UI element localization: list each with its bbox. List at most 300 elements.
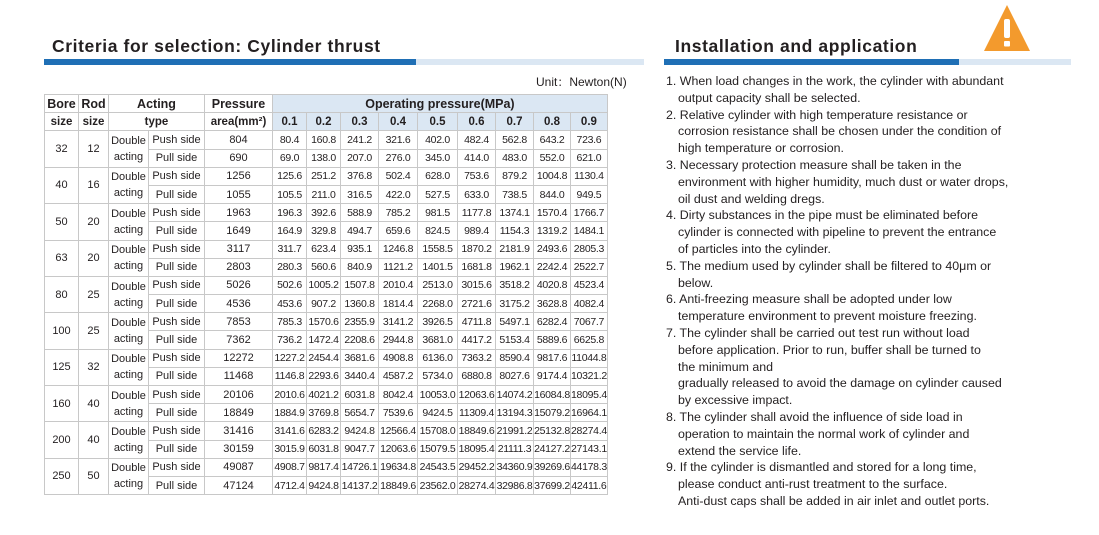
pressure-area-cell: 7853 bbox=[205, 313, 273, 331]
instruction-item bbox=[666, 459, 1091, 509]
thrust-value-cell: 15079.2 bbox=[534, 404, 571, 422]
thrust-value-cell: 879.2 bbox=[496, 167, 534, 185]
thrust-value-cell: 1884.9 bbox=[273, 404, 307, 422]
side-cell: Push side bbox=[149, 386, 205, 404]
thrust-value-cell: 18849.6 bbox=[379, 476, 418, 494]
header-bore-size: size bbox=[45, 113, 79, 131]
thrust-value-cell: 1766.7 bbox=[571, 204, 608, 222]
thrust-value-cell: 18095.4 bbox=[571, 386, 608, 404]
thrust-value-cell: 3175.2 bbox=[496, 295, 534, 313]
thrust-value-cell: 6283.2 bbox=[307, 422, 341, 440]
thrust-value-cell: 11044.8 bbox=[571, 349, 608, 367]
thrust-value-cell: 28274.4 bbox=[571, 422, 608, 440]
thrust-value-cell: 9047.7 bbox=[341, 440, 379, 458]
thrust-value-cell: 4908.7 bbox=[273, 458, 307, 476]
thrust-value-cell: 8590.4 bbox=[496, 349, 534, 367]
thrust-value-cell: 321.6 bbox=[379, 131, 418, 149]
side-cell: Pull side bbox=[149, 404, 205, 422]
thrust-value-cell: 2293.6 bbox=[307, 367, 341, 385]
thrust-value-cell: 2355.9 bbox=[341, 313, 379, 331]
thrust-value-cell: 2522.7 bbox=[571, 258, 608, 276]
thrust-value-cell: 785.3 bbox=[273, 313, 307, 331]
rod-size-cell: 16 bbox=[79, 167, 109, 203]
pressure-area-cell: 5026 bbox=[205, 276, 273, 294]
side-cell: Pull side bbox=[149, 149, 205, 167]
thrust-value-cell: 3926.5 bbox=[418, 313, 458, 331]
instruction-line: of particles into the cylinder. bbox=[678, 241, 831, 256]
pressure-area-cell: 7362 bbox=[205, 331, 273, 349]
pressure-area-cell: 31416 bbox=[205, 422, 273, 440]
unit-label: Unit：Newton(N) bbox=[536, 75, 627, 89]
instruction-line-numbered: 3. Necessary protection measure shall be taken in the bbox=[666, 157, 962, 172]
thrust-value-cell: 12566.4 bbox=[379, 422, 418, 440]
thrust-value-cell: 80.4 bbox=[273, 131, 307, 149]
thrust-value-cell: 402.0 bbox=[418, 131, 458, 149]
rod-size-cell: 40 bbox=[79, 386, 109, 422]
pressure-area-cell: 1256 bbox=[205, 167, 273, 185]
table-row bbox=[45, 167, 608, 185]
instruction-line-numbered: 1. When load changes in the work, the cylinder with abundant bbox=[666, 74, 1004, 88]
thrust-value-cell: 2493.6 bbox=[534, 240, 571, 258]
thrust-value-cell: 2805.3 bbox=[571, 240, 608, 258]
thrust-value-cell: 2010.4 bbox=[379, 276, 418, 294]
pressure-col-header: 0.5 bbox=[418, 113, 458, 131]
acting-type-cell: Double acting bbox=[109, 422, 149, 458]
thrust-value-cell: 1360.8 bbox=[341, 295, 379, 313]
thrust-value-cell: 6136.0 bbox=[418, 349, 458, 367]
thrust-value-cell: 241.2 bbox=[341, 131, 379, 149]
thrust-value-cell: 164.9 bbox=[273, 222, 307, 240]
pressure-area-cell: 1963 bbox=[205, 204, 273, 222]
thrust-value-cell: 138.0 bbox=[307, 149, 341, 167]
thrust-value-cell: 1472.4 bbox=[307, 331, 341, 349]
thrust-value-cell: 5889.6 bbox=[534, 331, 571, 349]
side-cell: Push side bbox=[149, 131, 205, 149]
thrust-value-cell: 1484.1 bbox=[571, 222, 608, 240]
thrust-value-cell: 560.6 bbox=[307, 258, 341, 276]
thrust-value-cell: 4021.2 bbox=[307, 386, 341, 404]
bore-size-cell: 80 bbox=[45, 276, 79, 312]
header-acting: Acting bbox=[109, 95, 205, 113]
instruction-line-numbered: 4. Dirty substances in the pipe must be eliminated before bbox=[666, 208, 978, 223]
thrust-value-cell: 785.2 bbox=[379, 204, 418, 222]
thrust-value-cell: 643.2 bbox=[534, 131, 571, 149]
thrust-value-cell: 1177.8 bbox=[458, 204, 496, 222]
thrust-value-cell: 621.0 bbox=[571, 149, 608, 167]
thrust-value-cell: 14137.2 bbox=[341, 476, 379, 494]
thrust-value-cell: 13194.3 bbox=[496, 404, 534, 422]
bore-size-cell: 100 bbox=[45, 313, 79, 349]
thrust-value-cell: 4417.2 bbox=[458, 331, 496, 349]
thrust-value-cell: 3015.9 bbox=[273, 440, 307, 458]
table-row bbox=[45, 458, 608, 476]
thrust-value-cell: 376.8 bbox=[341, 167, 379, 185]
thrust-value-cell: 562.8 bbox=[496, 131, 534, 149]
thrust-value-cell: 19634.8 bbox=[379, 458, 418, 476]
thrust-value-cell: 1507.8 bbox=[341, 276, 379, 294]
thrust-value-cell: 1246.8 bbox=[379, 240, 418, 258]
thrust-value-cell: 207.0 bbox=[341, 149, 379, 167]
thrust-value-cell: 1558.5 bbox=[418, 240, 458, 258]
pressure-col-header: 0.2 bbox=[307, 113, 341, 131]
instruction-line: below. bbox=[678, 275, 714, 290]
bore-size-cell: 250 bbox=[45, 458, 79, 494]
thrust-value-cell: 16964.1 bbox=[571, 404, 608, 422]
table-body bbox=[45, 131, 608, 495]
table-row bbox=[45, 131, 608, 149]
thrust-value-cell: 1154.3 bbox=[496, 222, 534, 240]
thrust-value-cell: 738.5 bbox=[496, 185, 534, 203]
pressure-area-cell: 12272 bbox=[205, 349, 273, 367]
thrust-value-cell: 12063.6 bbox=[458, 386, 496, 404]
thrust-value-cell: 552.0 bbox=[534, 149, 571, 167]
thrust-value-cell: 3015.6 bbox=[458, 276, 496, 294]
thrust-value-cell: 3141.2 bbox=[379, 313, 418, 331]
bore-size-cell: 63 bbox=[45, 240, 79, 276]
pressure-area-cell: 1055 bbox=[205, 185, 273, 203]
thrust-value-cell: 24127.2 bbox=[534, 440, 571, 458]
thrust-value-cell: 2208.6 bbox=[341, 331, 379, 349]
thrust-value-cell: 15708.0 bbox=[418, 422, 458, 440]
thrust-value-cell: 1962.1 bbox=[496, 258, 534, 276]
thrust-value-cell: 2944.8 bbox=[379, 331, 418, 349]
side-cell: Push side bbox=[149, 422, 205, 440]
installation-section-title: Installation and application bbox=[675, 36, 918, 56]
thrust-value-cell: 453.6 bbox=[273, 295, 307, 313]
thrust-value-cell: 1570.6 bbox=[307, 313, 341, 331]
instruction-line: extend the service life. bbox=[678, 443, 802, 458]
thrust-value-cell: 125.6 bbox=[273, 167, 307, 185]
table-row bbox=[45, 313, 608, 331]
thrust-value-cell: 9424.8 bbox=[307, 476, 341, 494]
thrust-value-cell: 483.0 bbox=[496, 149, 534, 167]
thrust-value-cell: 623.4 bbox=[307, 240, 341, 258]
pressure-area-cell: 49087 bbox=[205, 458, 273, 476]
rod-size-cell: 12 bbox=[79, 131, 109, 167]
side-cell: Pull side bbox=[149, 440, 205, 458]
rod-size-cell: 32 bbox=[79, 349, 109, 385]
thrust-value-cell: 10053.0 bbox=[418, 386, 458, 404]
side-cell: Pull side bbox=[149, 258, 205, 276]
pressure-col-header: 0.4 bbox=[379, 113, 418, 131]
acting-type-cell: Double acting bbox=[109, 276, 149, 312]
instruction-line: before application. Prior to run, buffer shall be turned to bbox=[678, 342, 981, 357]
instruction-item bbox=[666, 291, 1091, 325]
thrust-value-cell: 1570.4 bbox=[534, 204, 571, 222]
pressure-area-cell: 30159 bbox=[205, 440, 273, 458]
instruction-line: Anti-dust caps shall be added in air inlet and outlet ports. bbox=[678, 493, 990, 508]
pressure-area-cell: 690 bbox=[205, 149, 273, 167]
instruction-item bbox=[666, 73, 1091, 107]
instruction-line: by excessive impact. bbox=[678, 393, 793, 408]
pressure-area-cell: 1649 bbox=[205, 222, 273, 240]
thrust-value-cell: 2513.0 bbox=[418, 276, 458, 294]
table-row bbox=[45, 240, 608, 258]
pressure-col-header: 0.6 bbox=[458, 113, 496, 131]
thrust-value-cell: 9817.6 bbox=[534, 349, 571, 367]
side-cell: Pull side bbox=[149, 367, 205, 385]
thrust-value-cell: 628.0 bbox=[418, 167, 458, 185]
thrust-value-cell: 4712.4 bbox=[273, 476, 307, 494]
thrust-value-cell: 527.5 bbox=[418, 185, 458, 203]
thrust-value-cell: 3681.6 bbox=[341, 349, 379, 367]
thrust-value-cell: 7539.6 bbox=[379, 404, 418, 422]
side-cell: Pull side bbox=[149, 295, 205, 313]
thrust-value-cell: 21991.2 bbox=[496, 422, 534, 440]
thrust-value-cell: 5153.4 bbox=[496, 331, 534, 349]
thrust-value-cell: 37699.2 bbox=[534, 476, 571, 494]
header-operating-pressure: Operating pressure(MPa) bbox=[273, 95, 608, 113]
thrust-value-cell: 3440.4 bbox=[341, 367, 379, 385]
pressure-col-header: 0.1 bbox=[273, 113, 307, 131]
side-cell: Pull side bbox=[149, 331, 205, 349]
acting-type-cell: Double acting bbox=[109, 240, 149, 276]
thrust-value-cell: 6282.4 bbox=[534, 313, 571, 331]
side-cell: Push side bbox=[149, 240, 205, 258]
thrust-value-cell: 723.6 bbox=[571, 131, 608, 149]
acting-type-cell: Double acting bbox=[109, 313, 149, 349]
side-cell: Pull side bbox=[149, 476, 205, 494]
thrust-title-underline-accent bbox=[44, 59, 416, 65]
table-row bbox=[45, 276, 608, 294]
pressure-area-cell: 11468 bbox=[205, 367, 273, 385]
pressure-area-cell: 4536 bbox=[205, 295, 273, 313]
pressure-area-cell: 18849 bbox=[205, 404, 273, 422]
thrust-value-cell: 2010.6 bbox=[273, 386, 307, 404]
thrust-value-cell: 316.5 bbox=[341, 185, 379, 203]
thrust-value-cell: 1130.4 bbox=[571, 167, 608, 185]
thrust-value-cell: 18849.6 bbox=[458, 422, 496, 440]
thrust-value-cell: 588.9 bbox=[341, 204, 379, 222]
thrust-value-cell: 329.8 bbox=[307, 222, 341, 240]
instruction-line: output capacity shall be selected. bbox=[678, 90, 861, 105]
thrust-value-cell: 502.6 bbox=[273, 276, 307, 294]
side-cell: Push side bbox=[149, 458, 205, 476]
thrust-value-cell: 4587.2 bbox=[379, 367, 418, 385]
thrust-value-cell: 6031.8 bbox=[341, 386, 379, 404]
bore-size-cell: 125 bbox=[45, 349, 79, 385]
thrust-section-title: Criteria for selection: Cylinder thrust bbox=[52, 36, 381, 56]
instruction-line-numbered: 9. If the cylinder is dismantled and stored for a long time, bbox=[666, 460, 977, 475]
thrust-value-cell: 1374.1 bbox=[496, 204, 534, 222]
thrust-value-cell: 10321.2 bbox=[571, 367, 608, 385]
thrust-value-cell: 949.5 bbox=[571, 185, 608, 203]
bore-size-cell: 40 bbox=[45, 167, 79, 203]
header-pressure-area: area(mm²) bbox=[205, 113, 273, 131]
thrust-value-cell: 42411.6 bbox=[571, 476, 608, 494]
side-cell: Pull side bbox=[149, 185, 205, 203]
acting-type-cell: Double acting bbox=[109, 167, 149, 203]
thrust-value-cell: 3628.8 bbox=[534, 295, 571, 313]
thrust-value-cell: 8042.4 bbox=[379, 386, 418, 404]
instruction-line: environment with higher humidity, much dust or water drops, bbox=[678, 174, 1009, 189]
cylinder-thrust-table bbox=[44, 94, 608, 495]
thrust-value-cell: 7363.2 bbox=[458, 349, 496, 367]
thrust-value-cell: 5654.7 bbox=[341, 404, 379, 422]
thrust-value-cell: 1005.2 bbox=[307, 276, 341, 294]
pressure-col-header: 0.3 bbox=[341, 113, 379, 131]
thrust-value-cell: 981.5 bbox=[418, 204, 458, 222]
thrust-value-cell: 44178.3 bbox=[571, 458, 608, 476]
rod-size-cell: 40 bbox=[79, 422, 109, 458]
warning-triangle-icon bbox=[982, 3, 1032, 53]
rod-size-cell: 20 bbox=[79, 204, 109, 240]
thrust-value-cell: 2268.0 bbox=[418, 295, 458, 313]
thrust-value-cell: 14074.2 bbox=[496, 386, 534, 404]
thrust-value-cell: 5734.0 bbox=[418, 367, 458, 385]
thrust-value-cell: 3518.2 bbox=[496, 276, 534, 294]
pressure-area-cell: 2803 bbox=[205, 258, 273, 276]
bore-size-cell: 50 bbox=[45, 204, 79, 240]
thrust-value-cell: 4082.4 bbox=[571, 295, 608, 313]
thrust-value-cell: 9817.4 bbox=[307, 458, 341, 476]
acting-type-cell: Double acting bbox=[109, 131, 149, 167]
instruction-line-numbered: 5. The medium used by cylinder shall be filtered to 40μm or bbox=[666, 258, 992, 273]
thrust-value-cell: 392.6 bbox=[307, 204, 341, 222]
side-cell: Pull side bbox=[149, 222, 205, 240]
instruction-item bbox=[666, 409, 1091, 459]
pressure-area-cell: 47124 bbox=[205, 476, 273, 494]
thrust-value-cell: 345.0 bbox=[418, 149, 458, 167]
thrust-value-cell: 989.4 bbox=[458, 222, 496, 240]
thrust-value-cell: 2721.6 bbox=[458, 295, 496, 313]
thrust-value-cell: 2454.4 bbox=[307, 349, 341, 367]
thrust-value-cell: 29452.2 bbox=[458, 458, 496, 476]
instruction-line-numbered: 8. The cylinder shall avoid the influence of side load in bbox=[666, 409, 963, 424]
instruction-line: cylinder is connected with pipeline to prevent the entrance bbox=[678, 225, 997, 240]
thrust-value-cell: 9424.8 bbox=[341, 422, 379, 440]
thrust-value-cell: 3681.0 bbox=[418, 331, 458, 349]
pressure-col-header: 0.9 bbox=[571, 113, 608, 131]
header-acting-type: type bbox=[109, 113, 205, 131]
thrust-value-cell: 1401.5 bbox=[418, 258, 458, 276]
thrust-value-cell: 27143.1 bbox=[571, 440, 608, 458]
thrust-value-cell: 251.2 bbox=[307, 167, 341, 185]
pressure-col-header: 0.8 bbox=[534, 113, 571, 131]
instruction-line: operation to maintain the normal work of cylinder and bbox=[678, 426, 970, 441]
table-row bbox=[45, 349, 608, 367]
thrust-value-cell: 1870.2 bbox=[458, 240, 496, 258]
instruction-line: please conduct anti-rust treatment to the surface. bbox=[678, 477, 948, 492]
thrust-value-cell: 1814.4 bbox=[379, 295, 418, 313]
thrust-value-cell: 18095.4 bbox=[458, 440, 496, 458]
instruction-line: temperature environment to prevent moisture freezing. bbox=[678, 309, 977, 324]
instruction-item bbox=[666, 325, 1091, 409]
thrust-value-cell: 9424.5 bbox=[418, 404, 458, 422]
thrust-value-cell: 414.0 bbox=[458, 149, 496, 167]
thrust-value-cell: 4908.8 bbox=[379, 349, 418, 367]
thrust-value-cell: 7067.7 bbox=[571, 313, 608, 331]
rod-size-cell: 25 bbox=[79, 276, 109, 312]
thrust-value-cell: 1227.2 bbox=[273, 349, 307, 367]
thrust-value-cell: 4711.8 bbox=[458, 313, 496, 331]
thrust-value-cell: 753.6 bbox=[458, 167, 496, 185]
bore-size-cell: 32 bbox=[45, 131, 79, 167]
side-cell: Push side bbox=[149, 276, 205, 294]
thrust-value-cell: 14726.1 bbox=[341, 458, 379, 476]
side-cell: Push side bbox=[149, 313, 205, 331]
thrust-value-cell: 6031.8 bbox=[307, 440, 341, 458]
instruction-item bbox=[666, 258, 1091, 292]
instruction-item bbox=[666, 157, 1091, 207]
thrust-value-cell: 1319.2 bbox=[534, 222, 571, 240]
thrust-value-cell: 633.0 bbox=[458, 185, 496, 203]
thrust-value-cell: 69.0 bbox=[273, 149, 307, 167]
instruction-line: the minimum and bbox=[678, 359, 774, 374]
thrust-value-cell: 280.3 bbox=[273, 258, 307, 276]
thrust-value-cell: 4020.8 bbox=[534, 276, 571, 294]
side-cell: Push side bbox=[149, 349, 205, 367]
thrust-value-cell: 28274.4 bbox=[458, 476, 496, 494]
instruction-line: high temperature or corrosion. bbox=[678, 141, 844, 156]
thrust-value-cell: 422.0 bbox=[379, 185, 418, 203]
thrust-value-cell: 1004.8 bbox=[534, 167, 571, 185]
rod-size-cell: 20 bbox=[79, 240, 109, 276]
header-pressure: Pressure bbox=[205, 95, 273, 113]
table-row bbox=[45, 386, 608, 404]
acting-type-cell: Double acting bbox=[109, 349, 149, 385]
thrust-value-cell: 2181.9 bbox=[496, 240, 534, 258]
thrust-value-cell: 105.5 bbox=[273, 185, 307, 203]
thrust-value-cell: 160.8 bbox=[307, 131, 341, 149]
thrust-value-cell: 9174.4 bbox=[534, 367, 571, 385]
thrust-value-cell: 15079.5 bbox=[418, 440, 458, 458]
thrust-value-cell: 935.1 bbox=[341, 240, 379, 258]
thrust-value-cell: 482.4 bbox=[458, 131, 496, 149]
side-cell: Push side bbox=[149, 204, 205, 222]
thrust-value-cell: 6625.8 bbox=[571, 331, 608, 349]
thrust-value-cell: 39269.6 bbox=[534, 458, 571, 476]
instruction-line: oil dust and welding dregs. bbox=[678, 191, 825, 206]
thrust-value-cell: 502.4 bbox=[379, 167, 418, 185]
thrust-value-cell: 8027.6 bbox=[496, 367, 534, 385]
installation-instructions bbox=[666, 73, 1091, 510]
bore-size-cell: 200 bbox=[45, 422, 79, 458]
thrust-value-cell: 21111.3 bbox=[496, 440, 534, 458]
instruction-item bbox=[666, 207, 1091, 257]
header-bore: Bore bbox=[45, 95, 79, 113]
pressure-area-cell: 804 bbox=[205, 131, 273, 149]
rod-size-cell: 50 bbox=[79, 458, 109, 494]
instruction-line-numbered: 2. Relative cylinder with high temperature resistance or bbox=[666, 107, 968, 122]
thrust-value-cell: 24543.5 bbox=[418, 458, 458, 476]
thrust-value-cell: 4523.4 bbox=[571, 276, 608, 294]
acting-type-cell: Double acting bbox=[109, 386, 149, 422]
thrust-value-cell: 5497.1 bbox=[496, 313, 534, 331]
acting-type-cell: Double acting bbox=[109, 458, 149, 494]
thrust-value-cell: 736.2 bbox=[273, 331, 307, 349]
thrust-value-cell: 12063.6 bbox=[379, 440, 418, 458]
thrust-value-cell: 16084.8 bbox=[534, 386, 571, 404]
pressure-col-header: 0.7 bbox=[496, 113, 534, 131]
instruction-line-numbered: 6. Anti-freezing measure shall be adopted under low bbox=[666, 292, 952, 307]
header-rod-size: size bbox=[79, 113, 109, 131]
table-row bbox=[45, 422, 608, 440]
thrust-value-cell: 25132.8 bbox=[534, 422, 571, 440]
thrust-value-cell: 196.3 bbox=[273, 204, 307, 222]
thrust-value-cell: 840.9 bbox=[341, 258, 379, 276]
thrust-value-cell: 824.5 bbox=[418, 222, 458, 240]
instruction-line: corrosion resistance shall be chosen under the condition of bbox=[678, 124, 1002, 139]
installation-title-underline bbox=[664, 59, 1071, 65]
thrust-value-cell: 11309.4 bbox=[458, 404, 496, 422]
thrust-value-cell: 3141.6 bbox=[273, 422, 307, 440]
thrust-value-cell: 1121.2 bbox=[379, 258, 418, 276]
thrust-value-cell: 276.0 bbox=[379, 149, 418, 167]
thrust-value-cell: 2242.4 bbox=[534, 258, 571, 276]
thrust-value-cell: 907.2 bbox=[307, 295, 341, 313]
thrust-value-cell: 1681.8 bbox=[458, 258, 496, 276]
